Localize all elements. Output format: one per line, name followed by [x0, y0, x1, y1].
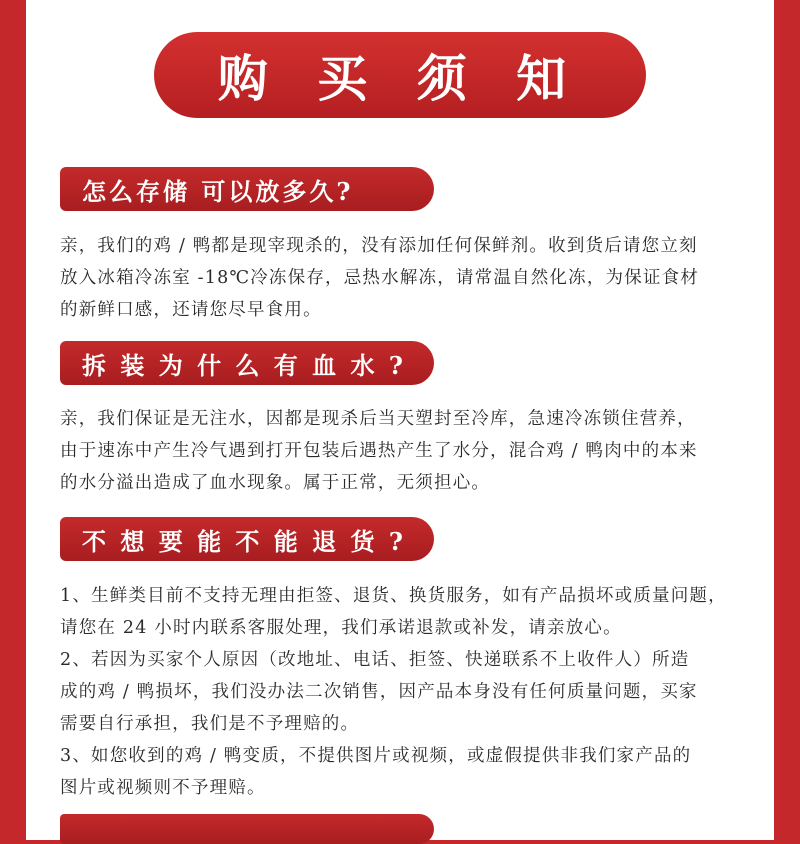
paragraph-line: 请您在 24 小时内联系客服处理，我们承诺退款或补发，请亲放心。	[60, 618, 622, 638]
section-body-returns	[60, 580, 750, 804]
paragraph-line: 亲，我们的鸡 / 鸭都是现宰现杀的，没有添加任何保鲜剂。收到货后请您立刻	[60, 236, 698, 256]
section-heading-returns: 不 想 要 能 不 能 退 货 ?	[60, 517, 434, 561]
section-heading-blood-water: 拆 装 为 什 么 有 血 水 ?	[60, 341, 434, 385]
paragraph-line: 的新鲜口感，还请您尽早食用。	[60, 300, 322, 320]
paragraph-line: 由于速冻中产生冷气遇到打开包装后遇热产生了水分，混合鸡 / 鸭肉中的本来	[60, 441, 698, 461]
section-heading-next-partial	[60, 814, 434, 844]
paragraph-line: 亲，我们保证是无注水，因都是现杀后当天塑封至冷库，急速冷冻锁住营养，	[60, 409, 696, 429]
paragraph-line: 成的鸡 / 鸭损坏，我们没办法二次销售，因产品本身没有任何质量问题，买家	[60, 682, 698, 702]
section-heading-storage: 怎么存储 可以放多久?	[60, 167, 434, 211]
paragraph-line: 需要自行承担，我们是不予理赔的。	[60, 714, 360, 734]
paragraph-line: 图片或视频则不予理赔。	[60, 778, 266, 798]
paragraph-line: 的水分溢出造成了血水现象。属于正常，无须担心。	[60, 473, 491, 493]
section-body-storage	[60, 230, 750, 326]
paragraph-line: 放入冰箱冷冻室 -18℃冷冻保存，忌热水解冻，请常温自然化冻，为保证食材	[60, 268, 700, 288]
paragraph-line: 2、若因为买家个人原因（改地址、电话、拒签、快递联系不上收件人）所造	[60, 650, 690, 670]
page-title: 购 买 须 知	[154, 32, 646, 118]
paragraph-line: 1、生鲜类目前不支持无理由拒签、退货、换货服务，如有产品损坏或质量问题，	[60, 586, 727, 606]
section-body-blood-water	[60, 403, 750, 499]
paragraph-line: 3、如您收到的鸡 / 鸭变质，不提供图片或视频，或虚假提供非我们家产品的	[60, 746, 692, 766]
